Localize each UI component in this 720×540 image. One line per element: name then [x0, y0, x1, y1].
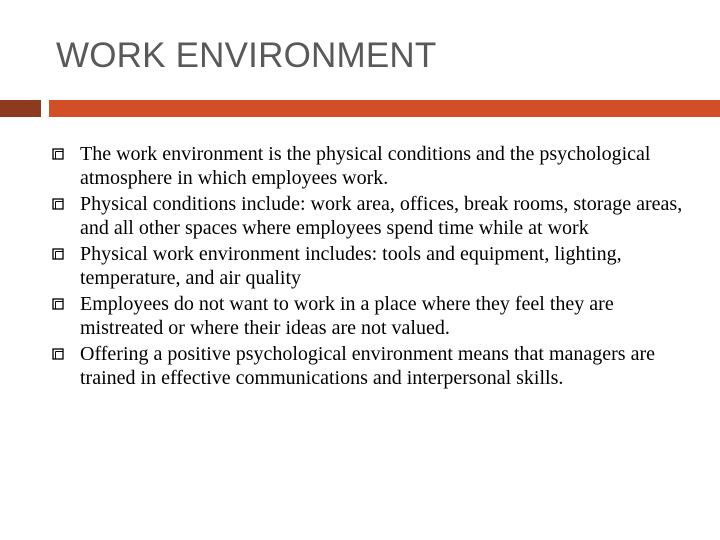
- title-accent-bar: [49, 100, 720, 117]
- bullet-text: Offering a positive psychological environment means that managers are trained in effective communications and interpersonal skills.: [80, 343, 655, 390]
- bullet-list: [52, 142, 692, 392]
- bullet-text: Employees do not want to work in a place where they feel they are mistreated or where their ideas are not valued.: [80, 293, 614, 340]
- hollow-square-bullet-icon: [52, 298, 64, 310]
- bullet-item: [52, 242, 692, 291]
- hollow-square-bullet-icon: [52, 148, 64, 160]
- bullet-item: [52, 192, 692, 241]
- hollow-square-bullet-icon: [52, 248, 64, 260]
- bullet-text: The work environment is the physical conditions and the psychological atmosphere in which employees work.: [80, 143, 651, 190]
- bullet-item: [52, 292, 692, 341]
- bullet-text: Physical conditions include: work area, offices, break rooms, storage areas, and all other spaces where employees spend time while at work: [80, 193, 683, 240]
- bullet-text: Physical work environment includes: tools and equipment, lighting, temperature, and air quality: [80, 243, 622, 290]
- hollow-square-bullet-icon: [52, 198, 64, 210]
- hollow-square-bullet-icon: [52, 348, 64, 360]
- bullet-item: [52, 142, 692, 191]
- bullet-item: [52, 342, 692, 391]
- slide-title: WORK ENVIRONMENT: [56, 36, 437, 75]
- title-accent-bar-dark: [0, 100, 41, 117]
